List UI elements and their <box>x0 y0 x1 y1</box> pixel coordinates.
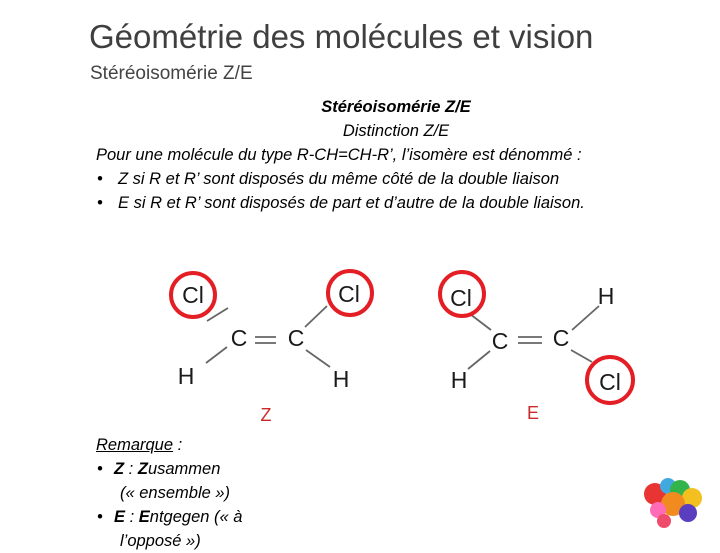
z-right-carbon: C <box>287 325 305 351</box>
bond-c-cl-right <box>305 306 327 327</box>
remark-z-word-rest: usammen <box>147 460 221 478</box>
bullet-marker: • <box>97 460 103 478</box>
remark-heading <box>96 433 336 457</box>
bullet-z-text: Z si R et R’ sont disposés du même côté de la double liaison <box>118 170 560 188</box>
e-bottom-left-atom: H <box>450 367 468 393</box>
remark-block <box>96 433 336 553</box>
content-intro: Pour une molécule du type R-CH=CH-R’, l’isomère est dénommé : <box>96 146 582 164</box>
remark-e-text <box>114 505 242 529</box>
remark-z-text <box>114 457 220 481</box>
bond-h-c-left <box>206 347 227 363</box>
slide-title: Géométrie des molécules et vision <box>89 18 594 55</box>
bullet-e-text: E si R et R’ sont disposés de part et d’autre de la double liaison. <box>118 194 585 212</box>
z-top-left-atom: Cl <box>182 282 204 308</box>
e-right-carbon: C <box>552 325 570 351</box>
e-top-left-atom: Cl <box>450 285 472 311</box>
e-label: E <box>526 403 540 423</box>
bond-c-h-right <box>306 350 330 367</box>
purple-ball-icon <box>679 504 697 522</box>
content-subheading: Distinction Z/E <box>342 122 450 140</box>
remark-z-word-bold: Z <box>137 460 148 478</box>
content-heading: Stéréoisomérie Z/E <box>321 98 471 116</box>
z-bottom-left-atom: H <box>177 363 195 389</box>
e-left-carbon: C <box>491 328 509 354</box>
bond-c-h-right <box>572 306 599 330</box>
remark-e-letter: E <box>114 508 126 526</box>
z-left-carbon: C <box>230 325 248 351</box>
bullet-marker: • <box>97 194 103 212</box>
bond-cl-c-left <box>470 314 491 330</box>
remark-e <box>96 505 336 529</box>
slide-subtitle: Stéréoisomérie Z/E <box>90 63 253 84</box>
e-bottom-right-atom: Cl <box>599 369 621 395</box>
remark-e-translation: l’opposé ») <box>120 532 201 550</box>
z-isomer-molecule <box>171 271 372 425</box>
z-top-right-atom: Cl <box>338 281 360 307</box>
bond-h-c-left <box>468 351 490 369</box>
bullet-marker: • <box>97 508 103 526</box>
remark-z <box>96 457 336 481</box>
remark-z-colon: : <box>124 460 138 478</box>
bond-c-cl-right <box>571 350 592 362</box>
remark-z-letter: Z <box>114 460 125 478</box>
z-bottom-right-atom: H <box>332 366 350 392</box>
remark-title-suffix: : <box>173 436 183 454</box>
z-label: Z <box>260 405 272 425</box>
remark-title: Remarque <box>96 436 174 454</box>
bullet-marker: • <box>97 170 103 188</box>
rose-ball-icon <box>657 514 671 528</box>
remark-e-colon: : <box>125 508 139 526</box>
remark-e-word-rest: ntgegen (« à <box>149 508 243 526</box>
e-isomer-molecule <box>440 272 633 423</box>
e-top-right-atom: H <box>597 283 615 309</box>
colorful-balls-icon <box>640 480 712 540</box>
remark-e-word-bold: E <box>138 508 150 526</box>
remark-z-translation: (« ensemble ») <box>120 484 231 502</box>
